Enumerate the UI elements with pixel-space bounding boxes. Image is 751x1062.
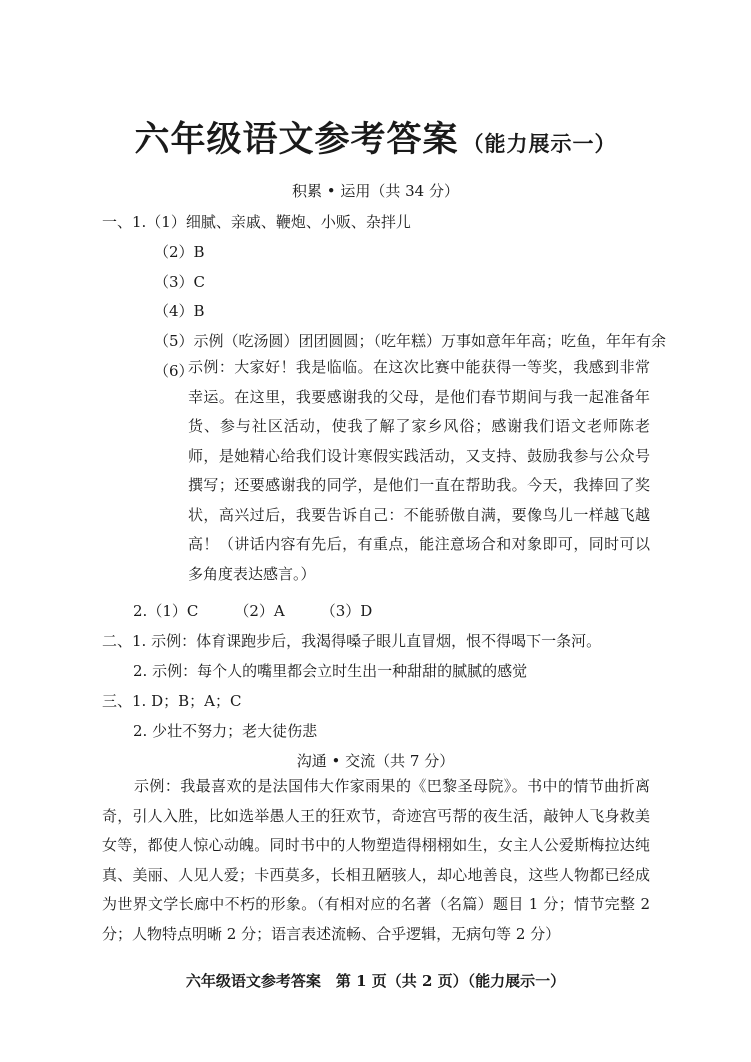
answer-1-6-text: 示例：大家好！我是临临。在这次比赛中能获得一等奖，我感到非常幸运。在这里，我要感谢我的父母，是他们春节期间与我一起准备年货、参与社区活动，使我了解了家乡风俗；感谢我们语文老师陈老师，是她精心给我们设计寒假实践活动，又支持、鼓励我参与公众号撰写；还要感谢我的同学，是他们一直在帮助我。今天，我捧回了奖状，高兴过后，我要告诉自己：不能骄傲自满，要像鸟儿一样越飞越高！（讲话内容有先后，有重点，能注意场合和对象即可，同时可以多角度表达感言。） xyxy=(188,358,650,583)
answer-1-5: （5）示例（吃汤圆）团团圆圆；（吃年糕）万事如意年年高；吃鱼，年年有余 xyxy=(154,332,667,350)
page-title xyxy=(0,112,751,162)
answer-part2-1: 二、1. 示例：体育课跑步后，我渴得嗓子眼儿直冒烟，恨不得喝下一条河。 xyxy=(102,632,602,650)
communication-answer-text: 示例：我最喜欢的是法国伟大作家雨果的《巴黎圣母院》。书中的情节曲折离奇，引人入胜，比如选举愚人王的狂欢节，奇迹宫丐帮的夜生活，敲钟人飞身救美女等，都使人惊心动魄。同时书中的人物塑造得栩栩如生，女主人公爱斯梅拉达纯真、美丽、人见人爱；卡西莫多，长相丑陋骇人，却心地善良，这些人物都已经成为世界文学长廊中不朽的形象。（有相对应的名著（名篇）题目 1 分；情节完整 2 分；人物特点明晰 2 分；语言表述流畅、合乎逻辑，无病句等 2 分） xyxy=(102,777,650,943)
title-main: 六年级语文参考答案 xyxy=(134,119,459,160)
page-footer: 六年级语文参考答案 第 1 页（共 2 页）（能力展示一） xyxy=(185,972,566,990)
answer-part2-2: 2. 示例：每个人的嘴里都会立时生出一种甜甜的腻腻的感觉 xyxy=(133,662,528,680)
answer-1-2: （2）B xyxy=(154,243,205,261)
title-subtitle: （能力展示一） xyxy=(462,131,617,156)
answer-2-c: （3）D xyxy=(320,602,373,620)
answer-part3-2: 2. 少壮不努力；老大徒伤悲 xyxy=(133,722,318,740)
answer-part3-1: 三、1. D；B；A；C xyxy=(102,692,242,710)
answer-2-prefix: 2. xyxy=(133,602,148,620)
answer-1-6-label: （6） xyxy=(154,362,194,380)
answer-1-3: （3）C xyxy=(154,273,206,291)
section-heading-communication: 沟通 • 交流（共 7 分） xyxy=(296,752,455,770)
answer-2-row xyxy=(133,600,372,621)
section-heading-accumulation: 积累 • 运用（共 34 分） xyxy=(291,182,459,200)
answer-1-4: （4）B xyxy=(154,302,205,320)
answer-2-a: （1）C xyxy=(147,602,199,620)
answer-2-b: （2）A xyxy=(234,602,285,620)
answer-1-1: 一、1.（1）细腻、亲戚、鞭炮、小贩、杂拌儿 xyxy=(102,213,411,231)
